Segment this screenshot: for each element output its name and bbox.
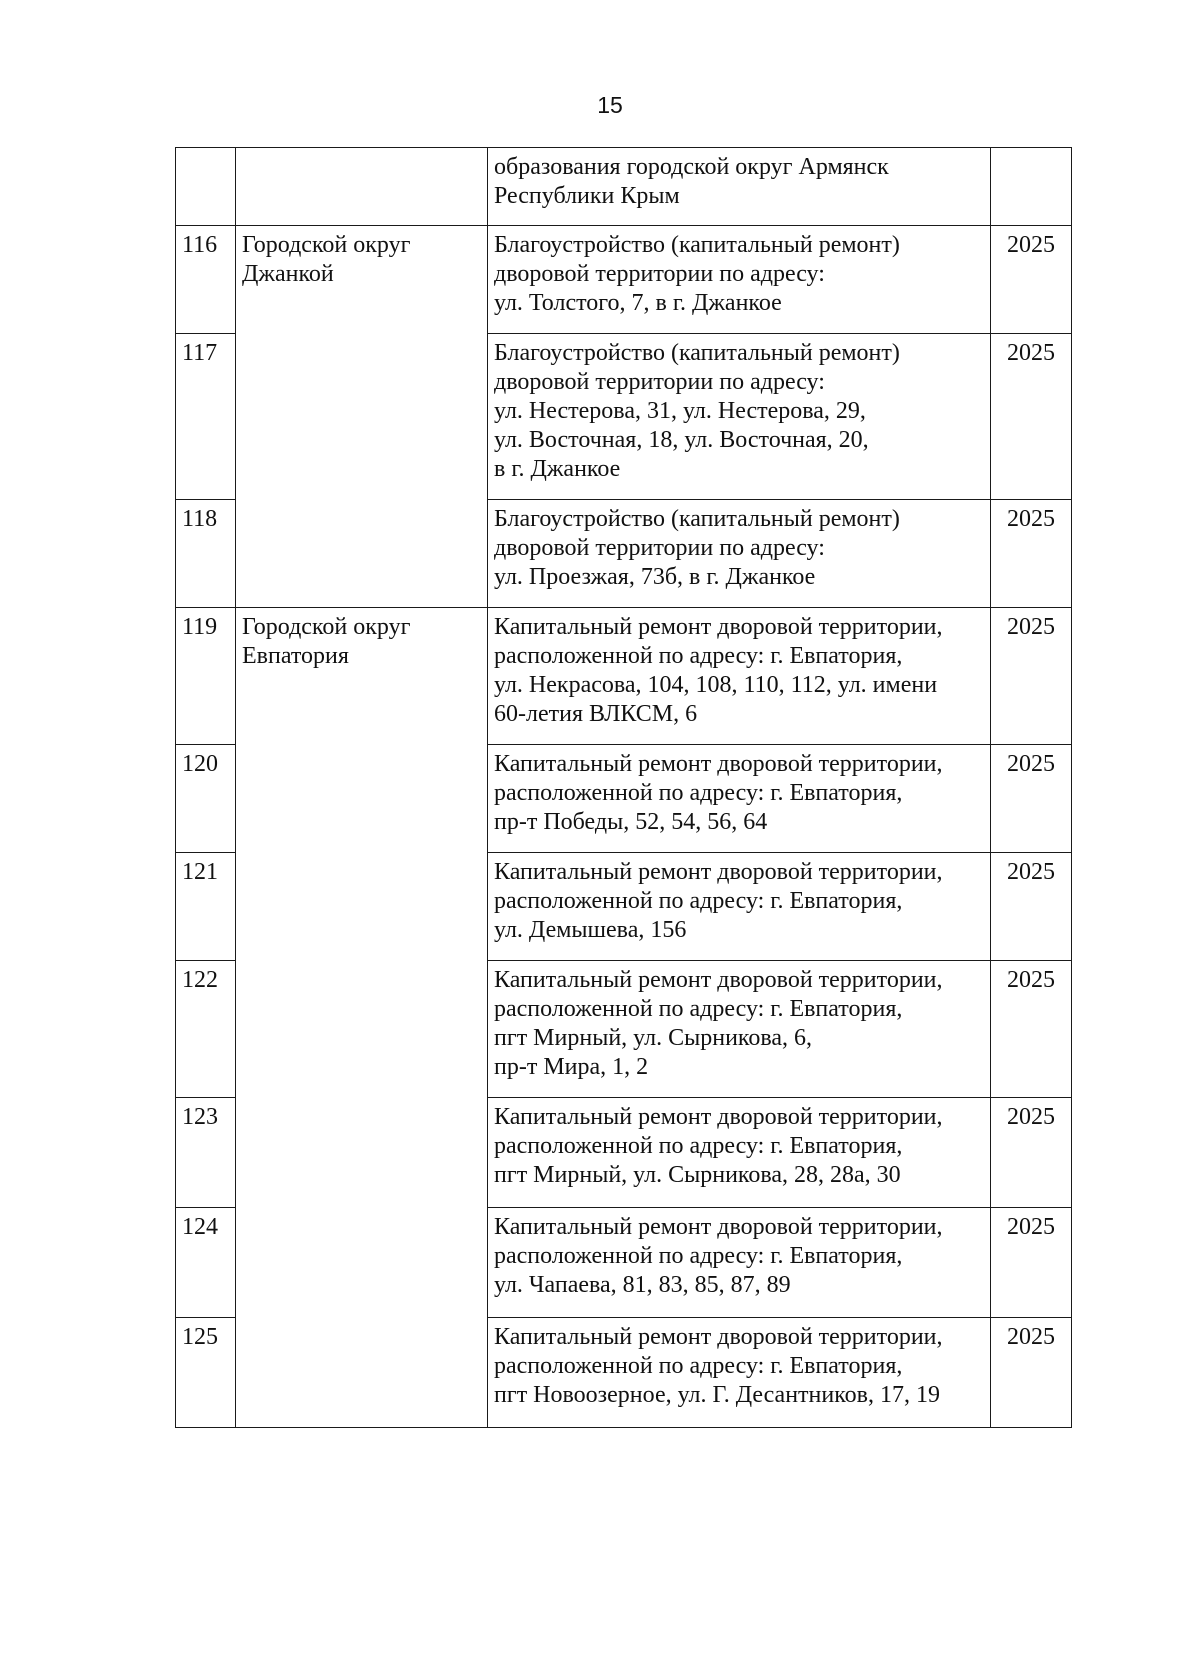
description-line: пгт Мирный, ул. Сырникова, 6, [494, 1025, 813, 1051]
year-cell [991, 148, 1072, 226]
program-table [175, 147, 1072, 1428]
municipality-cell [236, 745, 488, 853]
description-line: 60-летия ВЛКСМ, 6 [494, 701, 698, 727]
municipality-line: Джанкой [242, 261, 334, 287]
year-cell: 2025 [991, 961, 1072, 1098]
description-line: дворовой территории по адресу: [494, 369, 825, 395]
table-row [176, 853, 1072, 961]
description-line: ул. Восточная, 18, ул. Восточная, 20, [494, 427, 869, 453]
description-line: пр-т Мира, 1, 2 [494, 1054, 649, 1080]
description-cell [488, 745, 991, 853]
description-line: расположенной по адресу: г. Евпатория, [494, 1353, 903, 1379]
municipality-cell [236, 148, 488, 226]
description-line: Благоустройство (капитальный ремонт) [494, 506, 900, 532]
year-cell: 2025 [991, 1098, 1072, 1208]
row-number: 116 [176, 226, 236, 334]
municipality-cell [236, 500, 488, 608]
description-cell [488, 500, 991, 608]
description-line: расположенной по адресу: г. Евпатория, [494, 1243, 903, 1269]
description-cell [488, 1318, 991, 1428]
description-line: расположенной по адресу: г. Евпатория, [494, 996, 903, 1022]
description-line: Благоустройство (капитальный ремонт) [494, 232, 900, 258]
municipality-line: Городской округ [242, 232, 411, 258]
table-row [176, 608, 1072, 745]
year-cell: 2025 [991, 500, 1072, 608]
description-line: ул. Чапаева, 81, 83, 85, 87, 89 [494, 1272, 791, 1298]
description-line: Капитальный ремонт дворовой территории, [494, 1104, 943, 1130]
description-line: расположенной по адресу: г. Евпатория, [494, 780, 903, 806]
row-number-cell [176, 148, 236, 226]
description-line: ул. Некрасова, 104, 108, 110, 112, ул. имени [494, 672, 938, 698]
row-number: 118 [176, 500, 236, 608]
description-line: расположенной по адресу: г. Евпатория, [494, 888, 903, 914]
municipality-line: Городской округ [242, 614, 411, 640]
year-cell: 2025 [991, 334, 1072, 500]
description-cell [488, 334, 991, 500]
description-line: образования городской округ Армянск [494, 154, 889, 180]
description-cell [488, 1098, 991, 1208]
year-cell: 2025 [991, 1318, 1072, 1428]
description-line: пгт Новоозерное, ул. Г. Десантников, 17, 19 [494, 1382, 940, 1408]
municipality-cell [236, 1318, 488, 1428]
municipality-cell [236, 1098, 488, 1208]
row-number: 125 [176, 1318, 236, 1428]
row-number: 120 [176, 745, 236, 853]
description-line: пгт Мирный, ул. Сырникова, 28, 28а, 30 [494, 1162, 901, 1188]
description-line: Капитальный ремонт дворовой территории, [494, 614, 943, 640]
description-cell [488, 226, 991, 334]
municipality-cell [236, 853, 488, 961]
description-line: Капитальный ремонт дворовой территории, [494, 967, 943, 993]
description-cell [488, 853, 991, 961]
municipality-cell [236, 334, 488, 500]
page-number: 15 [597, 92, 623, 118]
description-line: Капитальный ремонт дворовой территории, [494, 859, 943, 885]
description-line: расположенной по адресу: г. Евпатория, [494, 1133, 903, 1159]
row-number: 119 [176, 608, 236, 745]
row-number: 122 [176, 961, 236, 1098]
description-cell [488, 148, 991, 226]
table-row [176, 745, 1072, 853]
description-cell [488, 961, 991, 1098]
row-number: 117 [176, 334, 236, 500]
year-cell: 2025 [991, 1208, 1072, 1318]
row-number: 123 [176, 1098, 236, 1208]
municipality-line: Евпатория [242, 643, 349, 669]
description-cell [488, 608, 991, 745]
year-cell: 2025 [991, 608, 1072, 745]
description-line: Капитальный ремонт дворовой территории, [494, 751, 943, 777]
description-line: Республики Крым [494, 183, 680, 209]
table-row-continuation [176, 148, 1072, 226]
table-row [176, 961, 1072, 1098]
description-cell [488, 1208, 991, 1318]
description-line: Капитальный ремонт дворовой территории, [494, 1214, 943, 1240]
table-row [176, 1318, 1072, 1428]
description-line: Капитальный ремонт дворовой территории, [494, 1324, 943, 1350]
description-line: ул. Толстого, 7, в г. Джанкое [494, 290, 782, 316]
table-row [176, 500, 1072, 608]
description-line: в г. Джанкое [494, 456, 621, 482]
table-row [176, 226, 1072, 334]
row-number: 124 [176, 1208, 236, 1318]
municipality-cell [236, 1208, 488, 1318]
description-line: Благоустройство (капитальный ремонт) [494, 340, 900, 366]
description-line: дворовой территории по адресу: [494, 261, 825, 287]
municipality-cell [236, 608, 488, 745]
description-line: пр-т Победы, 52, 54, 56, 64 [494, 809, 768, 835]
row-number: 121 [176, 853, 236, 961]
municipality-cell [236, 226, 488, 334]
description-line: ул. Проезжая, 73б, в г. Джанкое [494, 564, 816, 590]
description-line: ул. Демышева, 156 [494, 917, 687, 943]
year-cell: 2025 [991, 853, 1072, 961]
table-row [176, 1098, 1072, 1208]
description-line: ул. Нестерова, 31, ул. Нестерова, 29, [494, 398, 866, 424]
municipality-cell [236, 961, 488, 1098]
table-row [176, 334, 1072, 500]
description-line: расположенной по адресу: г. Евпатория, [494, 643, 903, 669]
year-cell: 2025 [991, 745, 1072, 853]
description-line: дворовой территории по адресу: [494, 535, 825, 561]
table-row [176, 1208, 1072, 1318]
year-cell: 2025 [991, 226, 1072, 334]
